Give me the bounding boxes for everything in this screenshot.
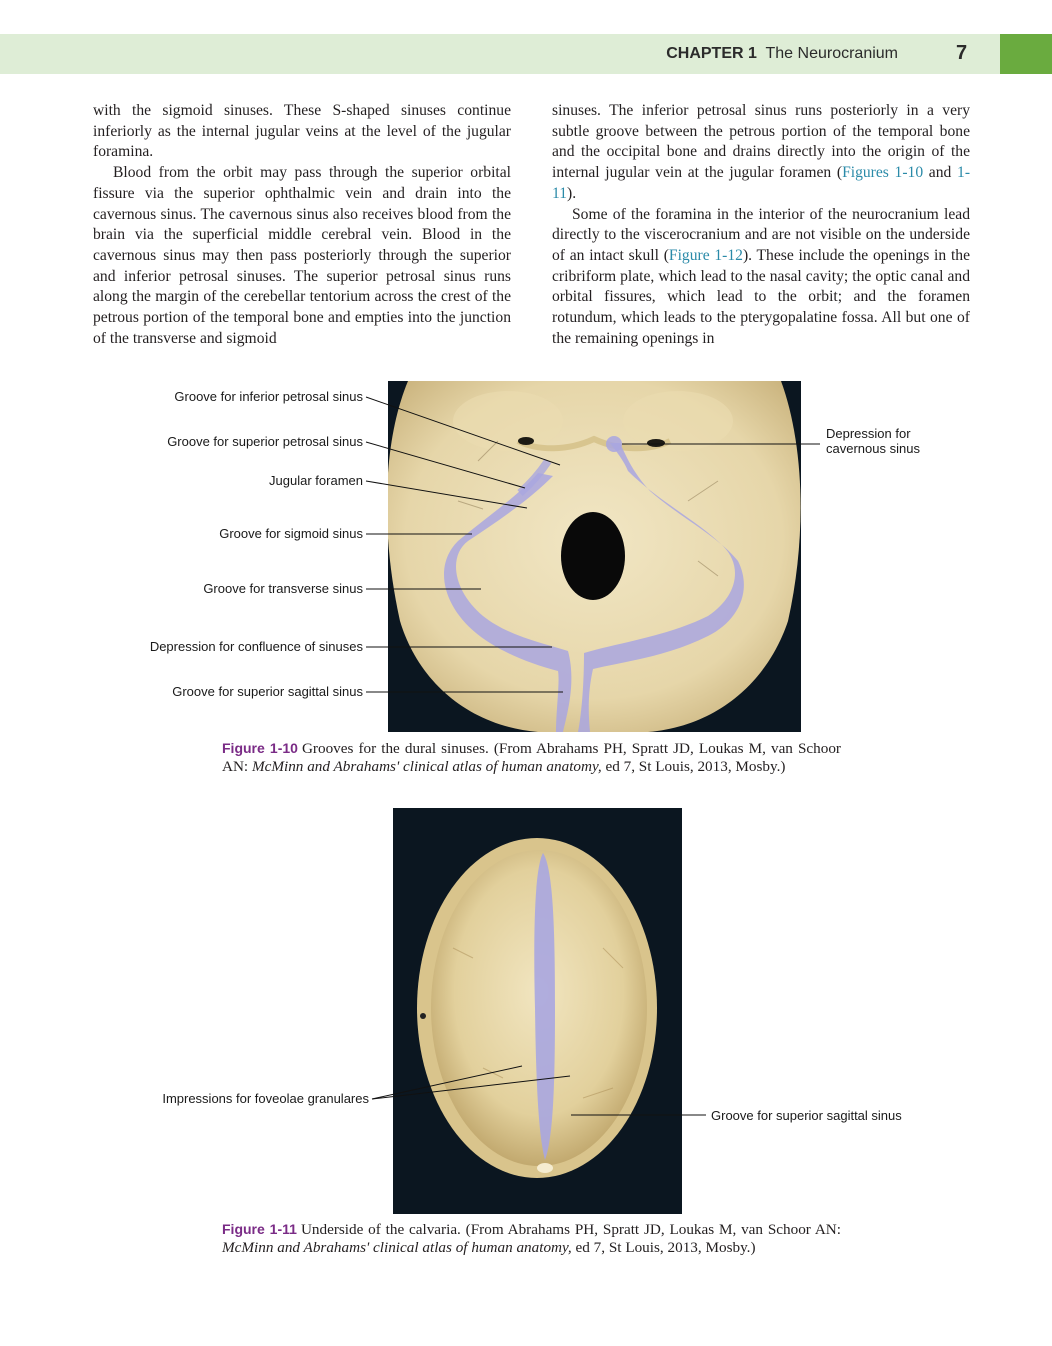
paragraph: Blood from the orbit may pass through the superior orbital fissure via the superior ophthalmic vein and drain into the cavernous sinus. The cavernous sinus also receives blood from the brain via the superficial middle cerebral vein. Blood in the cavernous sinus may then pass posteriorly through the superior and inferior petrosal sinuses. The superior petrosal sinus runs along the margin of the cerebellar tentorium across the crest of the petrous portion of the temporal bone and empties into the junction of the transverse and sigmoid xyxy=(93,164,511,347)
chapter-label: CHAPTER 1 xyxy=(666,45,757,62)
label-groove-superior-sagittal-sinus: Groove for superior sagittal sinus xyxy=(172,684,363,699)
label-depression-confluence-of-sinuses: Depression for confluence of sinuses xyxy=(149,639,363,654)
figure-number: Figure 1-10 xyxy=(222,740,298,756)
page-number: 7 xyxy=(956,42,968,64)
figure-reference-link[interactable]: Figure 1-12 xyxy=(668,246,743,264)
paragraph-text: and xyxy=(923,164,958,182)
chapter-heading xyxy=(666,45,898,63)
caption-text-tail: ed 7, St Louis, 2013, Mosby.) xyxy=(601,757,786,775)
caption-text: Underside of the calvaria. (From Abrahams PH, Spratt JD, Loukas M, van Schoor AN: xyxy=(300,1221,841,1238)
chapter-title: The Neurocranium xyxy=(765,45,898,62)
figure-1-10-caption xyxy=(222,740,841,775)
label-groove-transverse-sinus: Groove for transverse sinus xyxy=(203,581,363,596)
figure-1-10-photo xyxy=(388,381,801,732)
paragraph-text: Some of the foramina in the interior of the neurocranium lead directly to the viscerocranium and are not visible on the underside of an intact skull ( xyxy=(552,205,970,264)
figure-1-11-photo xyxy=(393,808,682,1214)
caption-book-title: McMinn and Abrahams' clinical atlas of human anatomy, xyxy=(251,757,602,775)
caption-book-title: McMinn and Abrahams' clinical atlas of human anatomy, xyxy=(222,1238,572,1256)
running-header-color-block xyxy=(1000,34,1052,74)
figure-reference-link[interactable]: 1-11 xyxy=(552,164,971,202)
label-groove-superior-petrosal-sinus: Groove for superior petrosal sinus xyxy=(167,434,363,449)
figure-1-11-caption xyxy=(222,1221,841,1256)
figure-reference-link[interactable]: Figures 1-10 xyxy=(842,164,924,182)
paragraph-text: sinuses. The inferior petrosal sinus runs posteriorly in a very subtle groove between the petrous portion of the temporal bone and the occipital bone and drains directly into the origin of the internal jugular vein at the jugular foramen ( xyxy=(552,102,970,182)
label-groove-superior-sagittal-sinus: Groove for superior sagittal sinus xyxy=(711,1108,902,1123)
label-groove-sigmoid-sinus: Groove for sigmoid sinus xyxy=(219,526,363,541)
paragraph xyxy=(552,205,970,350)
paragraph xyxy=(552,101,970,205)
body-column-left xyxy=(93,101,511,349)
figure-number: Figure 1-11 xyxy=(222,1221,297,1237)
paragraph-text: ). These include the openings in the cribriform plate, which lead to the nasal cavity; the optic canal and orbital fissures, which lead to the orbit; and the foramen rotundum, which leads to the pterygopalatine fossa. All but one of the remaining openings in xyxy=(552,246,970,347)
caption-text-tail: ed 7, St Louis, 2013, Mosby.) xyxy=(571,1238,756,1256)
paragraph: with the sigmoid sinuses. These S-shaped sinuses continue inferiorly as the internal jugular veins at the level of the jugular foramina. xyxy=(93,102,511,161)
caption-text: Grooves for the dural sinuses. (From Abrahams PH, Spratt JD, Loukas M, van Schoor AN: xyxy=(222,740,841,775)
label-impressions-foveolae-granulares: Impressions for foveolae granulares xyxy=(162,1091,369,1106)
paragraph-text: ). xyxy=(567,184,577,202)
label-depression-cavernous-sinus: Depression for cavernous sinus xyxy=(826,426,920,456)
body-column-right xyxy=(552,101,970,349)
label-groove-inferior-petrosal-sinus: Groove for inferior petrosal sinus xyxy=(174,389,363,404)
label-jugular-foramen: Jugular foramen xyxy=(269,473,363,488)
